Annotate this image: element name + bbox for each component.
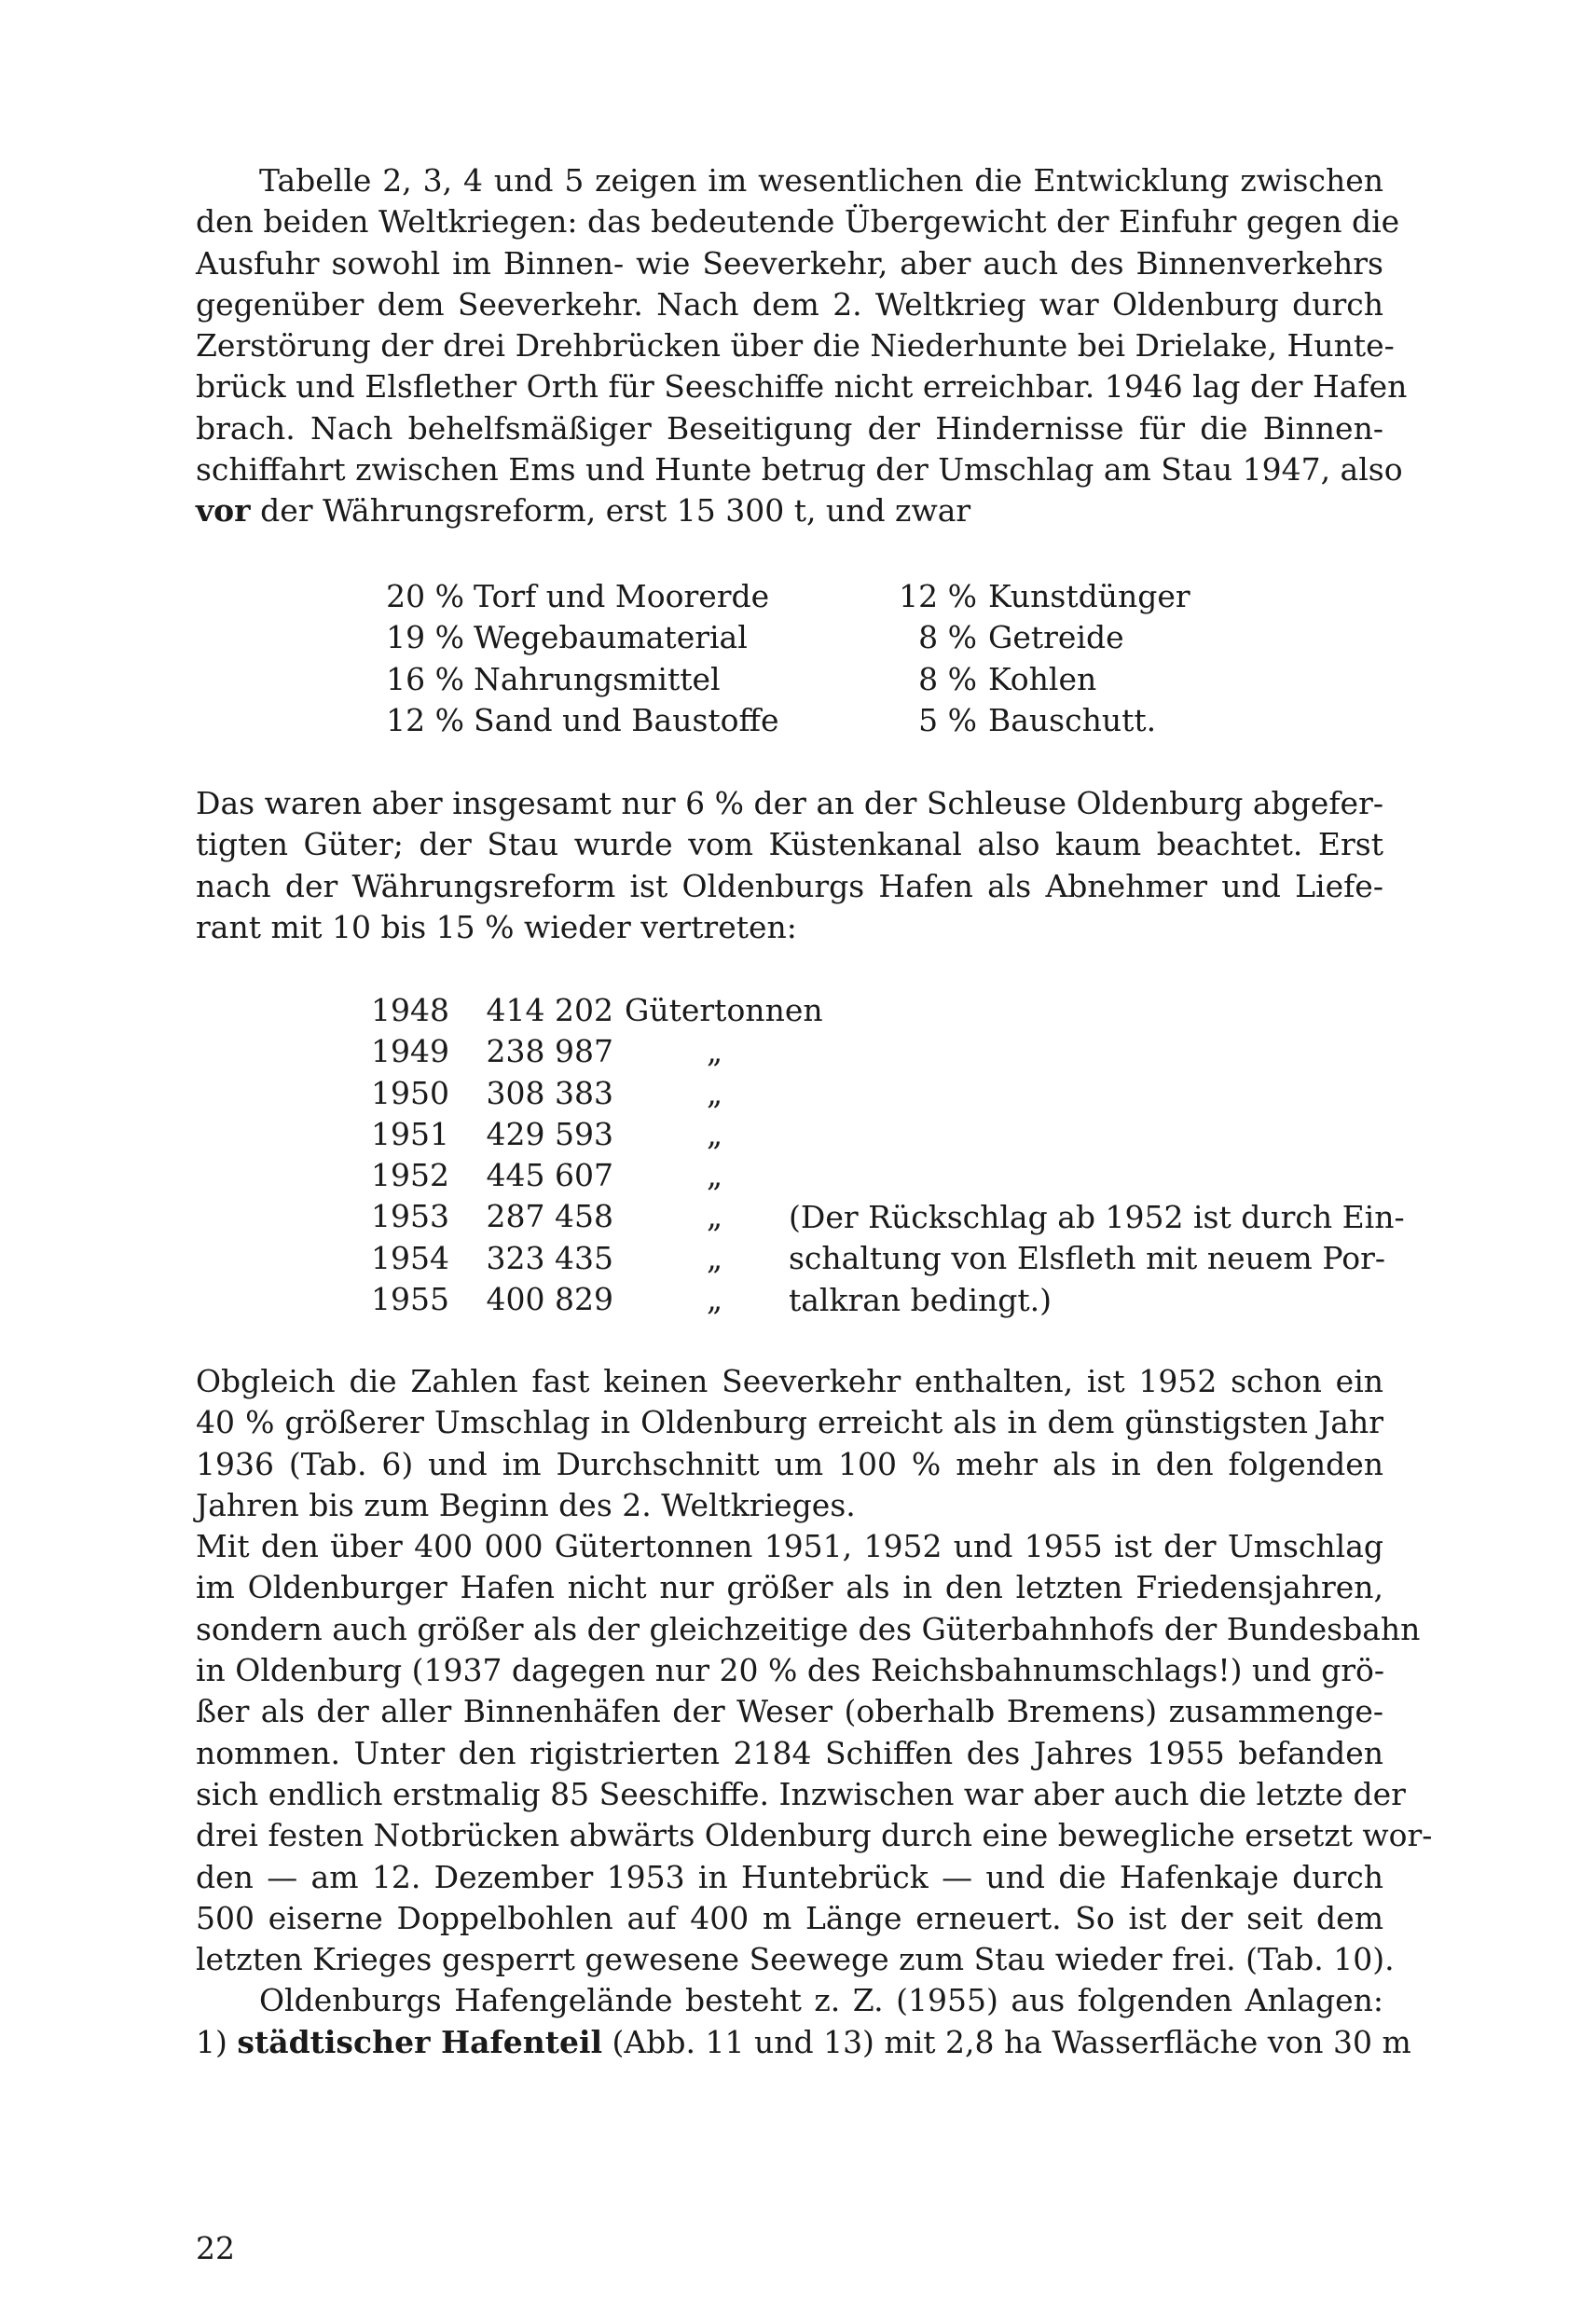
text-line: Zerstörung der drei Drehbrücken über die Niederhunte bei Drielake, Hunte- (196, 327, 1395, 365)
text-line: drei festen Notbrücken abwärts Oldenburg durch eine bewegliche ersetzt wor- (196, 1817, 1433, 1854)
paragraph-1 (196, 160, 1408, 532)
ditto-mark: „ (707, 1033, 723, 1070)
emphasis-hafenteil: städtischer Hafenteil (237, 2023, 603, 2060)
text-line: Tabelle 2, 3, 4 und 5 zeigen im wesentlichen die Entwicklung zwischen (259, 162, 1383, 199)
text-line (196, 2022, 1411, 2063)
table-row (371, 576, 1210, 617)
text-line: nommen. Unter den rigistrierten 2184 Schiffen des Jahres 1955 befanden (196, 1734, 1383, 1771)
text-fragment: der Währungsreform, erst 15 300 t, und zwar (260, 492, 971, 530)
percent-value: 8 % (918, 619, 977, 656)
text-line: nach der Währungsreform ist Oldenburgs Hafen als Abnehmer und Liefe- (196, 867, 1383, 904)
percent-label: Kunstdünger (988, 578, 1190, 614)
text-line: Jahren bis zum Beginn des 2. Weltkrieges. (196, 1486, 856, 1523)
unit-label: Gütertonnen (625, 992, 823, 1028)
table-row (371, 990, 1396, 1031)
percent-value: 12 % (899, 578, 977, 614)
table-row (371, 1114, 1396, 1155)
text-line: 1936 (Tab. 6) und im Durchschnitt um 100 % mehr als in den folgenden (196, 1445, 1383, 1482)
text-line: Oldenburgs Hafengelände besteht z. Z. (1955) aus folgenden Anlagen: (259, 1982, 1383, 2019)
text-line: im Oldenburger Hafen nicht nur größer als in den letzten Friedensjahren, (196, 1569, 1383, 1606)
text-line: talkran bedingt.) (789, 1281, 1053, 1318)
text-line: brach. Nach behelfsmäßiger Beseitigung der Hindernisse für die Binnen- (196, 409, 1383, 447)
text-line: ßer als der aller Binnenhäfen der Weser (oberhalb Bremens) zusammenge- (196, 1693, 1383, 1730)
percent-value: 5 % (918, 701, 977, 738)
year-cell: 1951 (371, 1115, 449, 1152)
percent-label: Torf und Moorerde (474, 578, 770, 614)
percent-value: 8 % (918, 660, 977, 697)
text-line: brück und Elsflether Orth für Seeschiffe nicht erreichbar. 1946 lag der Hafen (196, 368, 1408, 406)
table-row (371, 659, 1210, 700)
text-line: schaltung von Elsfleth mit neuem Por- (789, 1240, 1385, 1277)
text-line: den beiden Weltkriegen: das bedeutende Übergewicht der Einfuhr gegen die (196, 203, 1400, 241)
text-line: gegenüber dem Seeverkehr. Nach dem 2. Weltkrieg war Oldenburg durch (196, 285, 1383, 323)
tonnage-cell: 323 435 (486, 1239, 613, 1276)
text-line: rant mit 10 bis 15 % wieder vertreten: (196, 908, 797, 945)
table-row (371, 1155, 1396, 1196)
text-line: sondern auch größer als der gleichzeitige des Güterbahnhofs der Bundesbahn (196, 1610, 1421, 1647)
year-cell: 1953 (371, 1198, 449, 1235)
tonnage-cell: 287 458 (486, 1198, 613, 1235)
tonnage-cell: 414 202 (486, 992, 613, 1028)
percent-table (371, 576, 1210, 741)
tonnage-cell: 400 829 (486, 1281, 613, 1318)
text-line: Ausfuhr sowohl im Binnen- wie Seeverkehr, aber auch des Binnenverkehrs (196, 244, 1383, 282)
year-cell: 1952 (371, 1157, 449, 1194)
ditto-mark: „ (707, 1239, 723, 1276)
tonnage-cell: 308 383 (486, 1074, 613, 1111)
list-number: 1) (196, 2023, 227, 2060)
table-row (371, 1031, 1396, 1072)
percent-label: Bauschutt. (988, 701, 1157, 738)
table-row (371, 1073, 1396, 1114)
text-line: 500 eiserne Doppelbohlen auf 400 m Länge erneuert. So ist der seit dem (196, 1899, 1383, 1936)
percent-value: 12 % (386, 701, 464, 738)
text-line: tigten Güter; der Stau wurde vom Küstenkanal also kaum beachtet. Erst (196, 826, 1383, 863)
percent-label: Wegebaumaterial (474, 619, 748, 656)
text-line: Das waren aber insgesamt nur 6 % der an der Schleuse Oldenburg abgefer- (196, 785, 1383, 821)
year-cell: 1955 (371, 1281, 449, 1318)
text-fragment: (Abb. 11 und 13) mit 2,8 ha Wasserfläche von 30 m (612, 2023, 1411, 2060)
tonnage-cell: 429 593 (486, 1115, 613, 1152)
text-line: in Oldenburg (1937 dagegen nur 20 % des Reichsbahnumschlags!) und grö- (196, 1652, 1385, 1689)
ditto-mark: „ (707, 1074, 723, 1111)
ditto-mark: „ (707, 1281, 723, 1318)
percent-label: Nahrungsmittel (474, 660, 721, 697)
percent-value: 16 % (386, 660, 464, 697)
table-row (371, 617, 1210, 658)
percent-label: Kohlen (988, 660, 1097, 697)
text-line: Mit den über 400 000 Gütertonnen 1951, 1952 und 1955 ist der Umschlag (196, 1528, 1383, 1565)
percent-label: Getreide (988, 619, 1124, 656)
text-line: (Der Rückschlag ab 1952 ist durch Ein- (789, 1199, 1405, 1235)
text-line: sich endlich erstmalig 85 Seeschiffe. Inzwischen war aber auch die letzte der (196, 1775, 1406, 1812)
tonnage-cell: 238 987 (486, 1033, 613, 1070)
percent-label: Sand und Baustoffe (474, 701, 779, 738)
ditto-mark: „ (707, 1198, 723, 1235)
paragraph-2 (196, 783, 1383, 948)
page-number: 22 (196, 2230, 235, 2266)
table-row (371, 700, 1210, 741)
text-line: 40 % größerer Umschlag in Oldenburg erreicht als in dem günstigsten Jahr (196, 1404, 1383, 1441)
year-cell: 1949 (371, 1033, 449, 1070)
emphasis-vor: vor (196, 492, 251, 530)
text-line: schiffahrt zwischen Ems und Hunte betrug der Umschlag am Stau 1947, also (196, 451, 1403, 489)
year-cell: 1954 (371, 1239, 449, 1276)
ditto-mark: „ (707, 1157, 723, 1194)
text-line (196, 490, 1383, 531)
side-note (789, 1197, 1405, 1321)
text-line: den — am 12. Dezember 1953 in Huntebrück — und die Hafenkaje durch (196, 1858, 1383, 1895)
percent-value: 19 % (386, 619, 464, 656)
percent-value: 20 % (386, 578, 464, 614)
paragraph-3 (196, 1361, 1433, 2063)
ditto-mark: „ (707, 1115, 723, 1152)
text-line: Obgleich die Zahlen fast keinen Seeverkehr enthalten, ist 1952 schon ein (196, 1363, 1383, 1399)
year-cell: 1948 (371, 992, 449, 1028)
text-line: letzten Krieges gesperrt gewesene Seewege zum Stau wieder frei. (Tab. 10). (196, 1941, 1395, 1978)
year-cell: 1950 (371, 1074, 449, 1111)
tonnage-cell: 445 607 (486, 1157, 613, 1194)
